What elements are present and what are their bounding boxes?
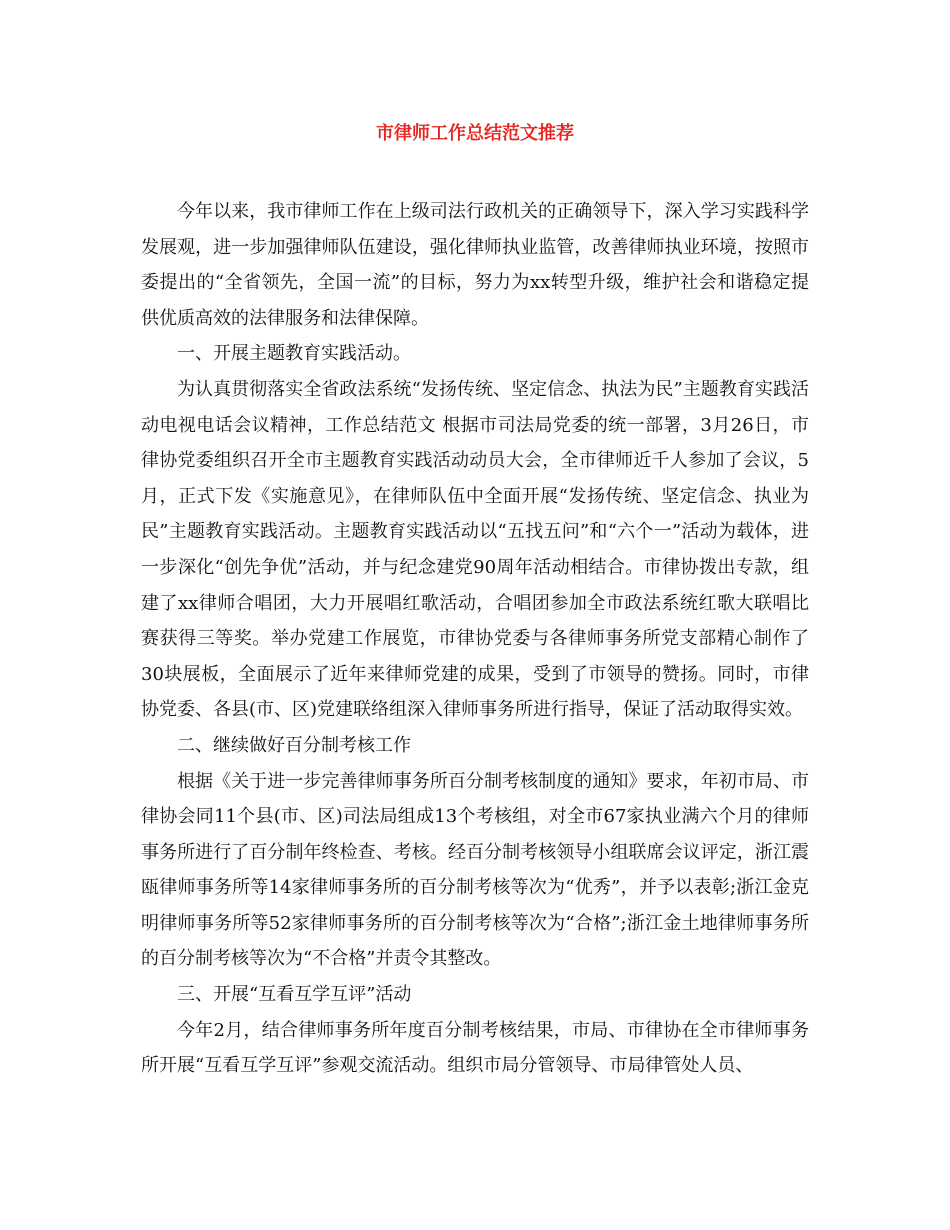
section-heading-2: 二、继续做好百分制考核工作 [177,734,411,756]
paragraph-section-3: 今年2月，结合律师事务所年度百分制考核结果，市局、市律协在全市律师事务所开展“互看互学互评”参观交流活动。组织市局分管领导、市局律管处人员、 [141,1019,809,1077]
paragraph-section-2: 根据《关于进一步完善律师事务所百分制考核制度的通知》要求，年初市局、市律协会同11个县(市、区)司法局组成13个考核组，对全市67家执业满六个月的律师事务所进行了百分制年终检查、考核。经百分制考核领导小组联席会议评定，浙江震瓯律师事务所等14家律师事务所的百分制考核等次为“优秀”，并予以表彰;浙江金克明律师事务所等52家律师事务所的百分制考核等次为“合格”;浙江金土地律师事务所的百分制考核等次为“不合格”并责令其整改。 [141,770,809,970]
paragraph-intro: 今年以来，我市律师工作在上级司法行政机关的正确领导下，深入学习实践科学发展观，进一步加强律师队伍建设，强化律师执业监管，改善律师执业环境，按照市委提出的“全省领先，全国一流”的目标，努力为xx转型升级，维护社会和谐稳定提供优质高效的法律服务和法律保障。 [141,201,809,329]
section-heading-3: 三、开展“互看互学互评”活动 [177,984,412,1006]
paragraph-section-1: 为认真贯彻落实全省政法系统“发扬传统、坚定信念、执法为民”主题教育实践活动电视电话会议精神，工作总结范文 根据市司法局党委的统一部署，3月26日，市律协党委组织召开全市主题教育实践活动动员大会，全市律师近千人参加了会议，5月，正式下发《实施意见》，在律师队伍中全面开展“发扬传统、坚定信念、执业为民”主题教育实践活动。主题教育实践活动以“五找五问”和“六个一”活动为载体，进一步深化“创先争优”活动，并与纪念建党90周年活动相结合。市律协拨出专款，组建了xx律师合唱团，大力开展唱红歌活动，合唱团参加全市政法系统红歌大联唱比赛获得三等奖。举办党建工作展览，市律协党委与各律师事务所党支部精心制作了30块展板，全面展示了近年来律师党建的成果，受到了市领导的赞扬。同时，市律协党委、各县(市、区)党建联络组深入律师事务所进行指导，保证了活动取得实效。 [141,378,809,721]
document-body [141,194,809,1084]
document-title: 市律师工作总结范文推荐 [376,123,574,144]
section-heading-1: 一、开展主题教育实践活动。 [177,343,411,365]
